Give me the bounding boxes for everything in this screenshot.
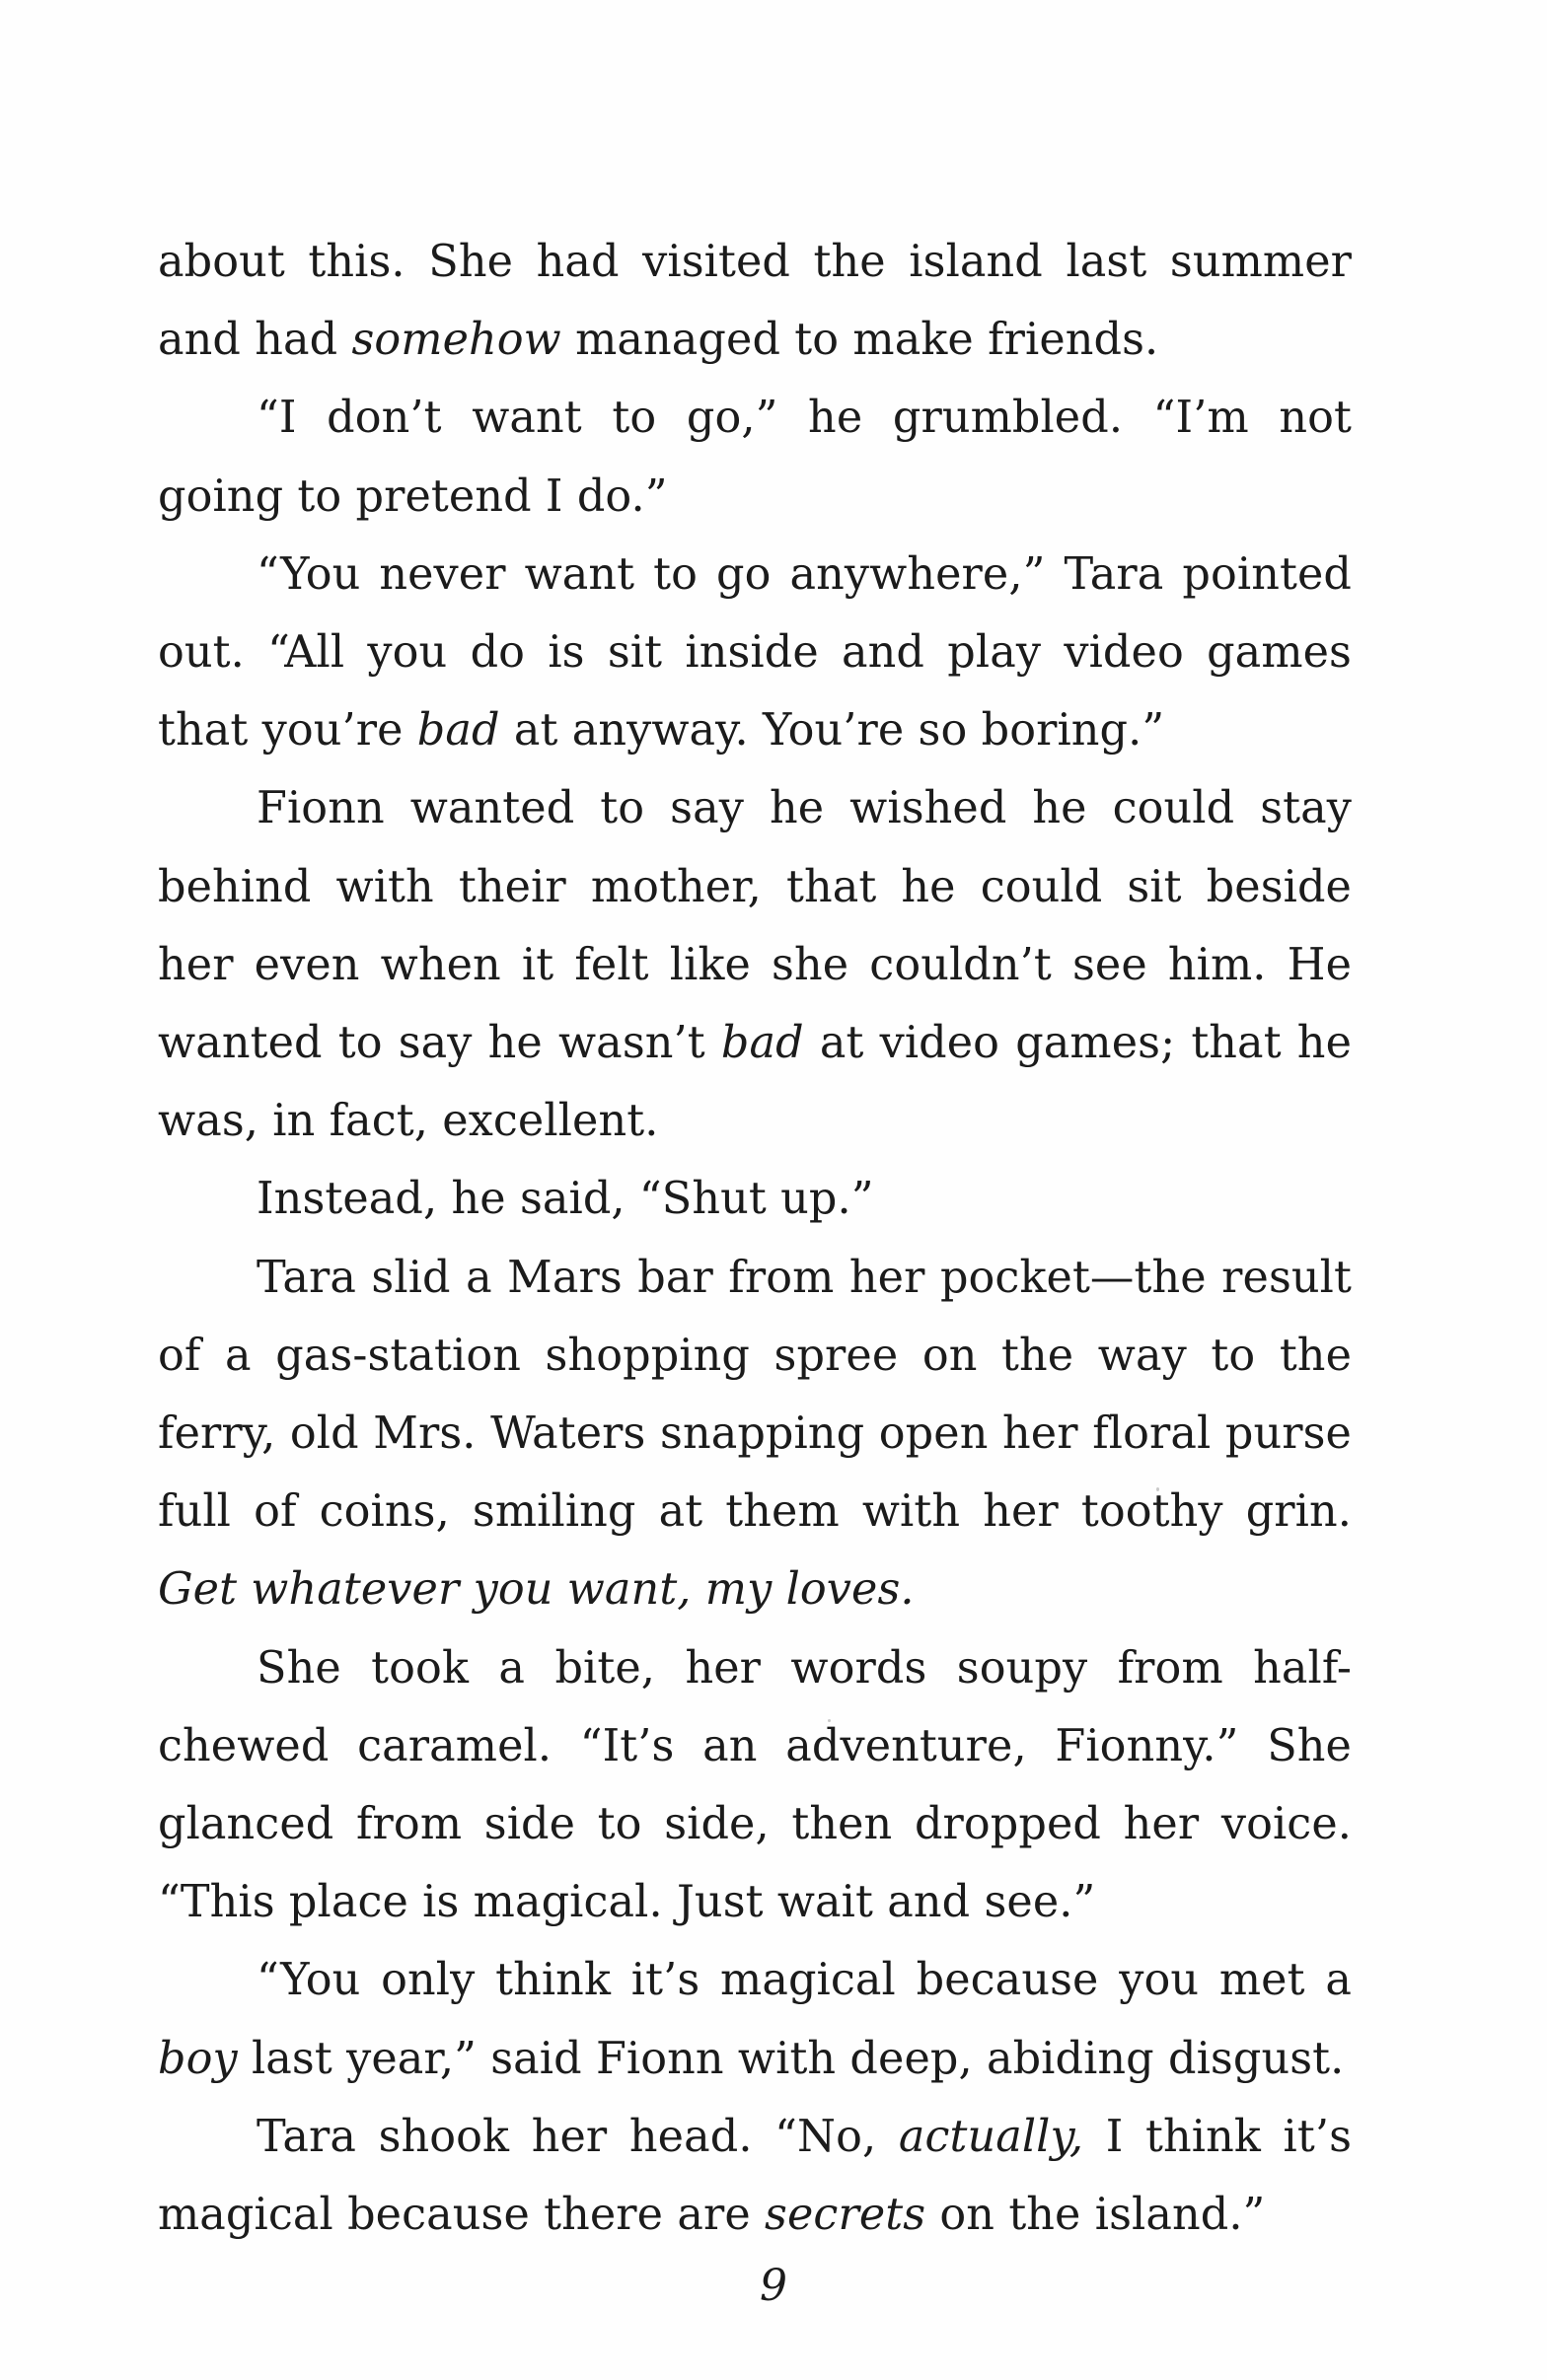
- text-run: “You never want to go anywhere,” Tara pointed out. “All you do is sit inside and play video games that you’re: [158, 548, 1352, 757]
- text-run: on the island.”: [925, 2190, 1266, 2241]
- text-run: last year,” said Fionn with deep, abiding disgust.: [237, 2033, 1345, 2084]
- text-run: at anyway. You’re so boring.”: [499, 705, 1165, 757]
- paragraph: [158, 536, 1352, 770]
- paragraph: [158, 1629, 1352, 1942]
- text-run: managed to make friends.: [560, 315, 1159, 366]
- text-run: Tara shook her head. “No,: [257, 2111, 899, 2162]
- paragraph: [158, 769, 1352, 1160]
- italic-run: somehow: [351, 315, 561, 366]
- text-run: “You only think it’s magical because you met a: [257, 1955, 1352, 2006]
- paragraph: [158, 1239, 1352, 1629]
- italic-run: secrets: [765, 2190, 926, 2241]
- body-text: [158, 223, 1352, 2254]
- text-run: about this. She had visited the island last summer and had: [158, 237, 1352, 366]
- text-run: She took a bite, her words soupy from half-chewed caramel. “It’s an adventure, Fionny.” She glanced from side to side, then dropped her voice. “This place is magical. Just wait and see.”: [158, 1642, 1352, 1928]
- paragraph: [158, 1941, 1352, 2097]
- italic-run: boy: [158, 2033, 238, 2084]
- text-run: I think it’s magical because there are: [158, 2111, 1353, 2241]
- text-run: Tara slid a Mars bar from her pocket—the result of a gas-station shopping spree on the way to the ferry, old Mrs. Waters snapping open her floral purse full of coins, smiling at them with her toothy grin.: [158, 1252, 1352, 1538]
- paragraph: [158, 223, 1352, 379]
- text-run: Fionn wanted to say he wished he could stay behind with their mother, that he could sit beside her even when it felt like she couldn’t see him. He wanted to say he wasn’t: [158, 783, 1352, 1069]
- paragraph: [158, 379, 1352, 535]
- italic-run: bad: [416, 705, 500, 757]
- text-run: “I don’t want to go,” he grumbled. “I’m not going to pretend I do.”: [158, 393, 1352, 522]
- paragraph: [158, 1160, 1352, 1238]
- italic-run: actually,: [898, 2111, 1084, 2162]
- page-number: 9: [760, 2261, 787, 2311]
- text-run: Instead, he said, “Shut up.”: [257, 1174, 874, 1225]
- italic-run: Get whatever you want, my loves.: [158, 1564, 915, 1616]
- italic-run: bad: [720, 1018, 804, 1069]
- paragraph: [158, 2098, 1352, 2254]
- text-run: at video games; that he was, in fact, excellent.: [158, 1018, 1353, 1147]
